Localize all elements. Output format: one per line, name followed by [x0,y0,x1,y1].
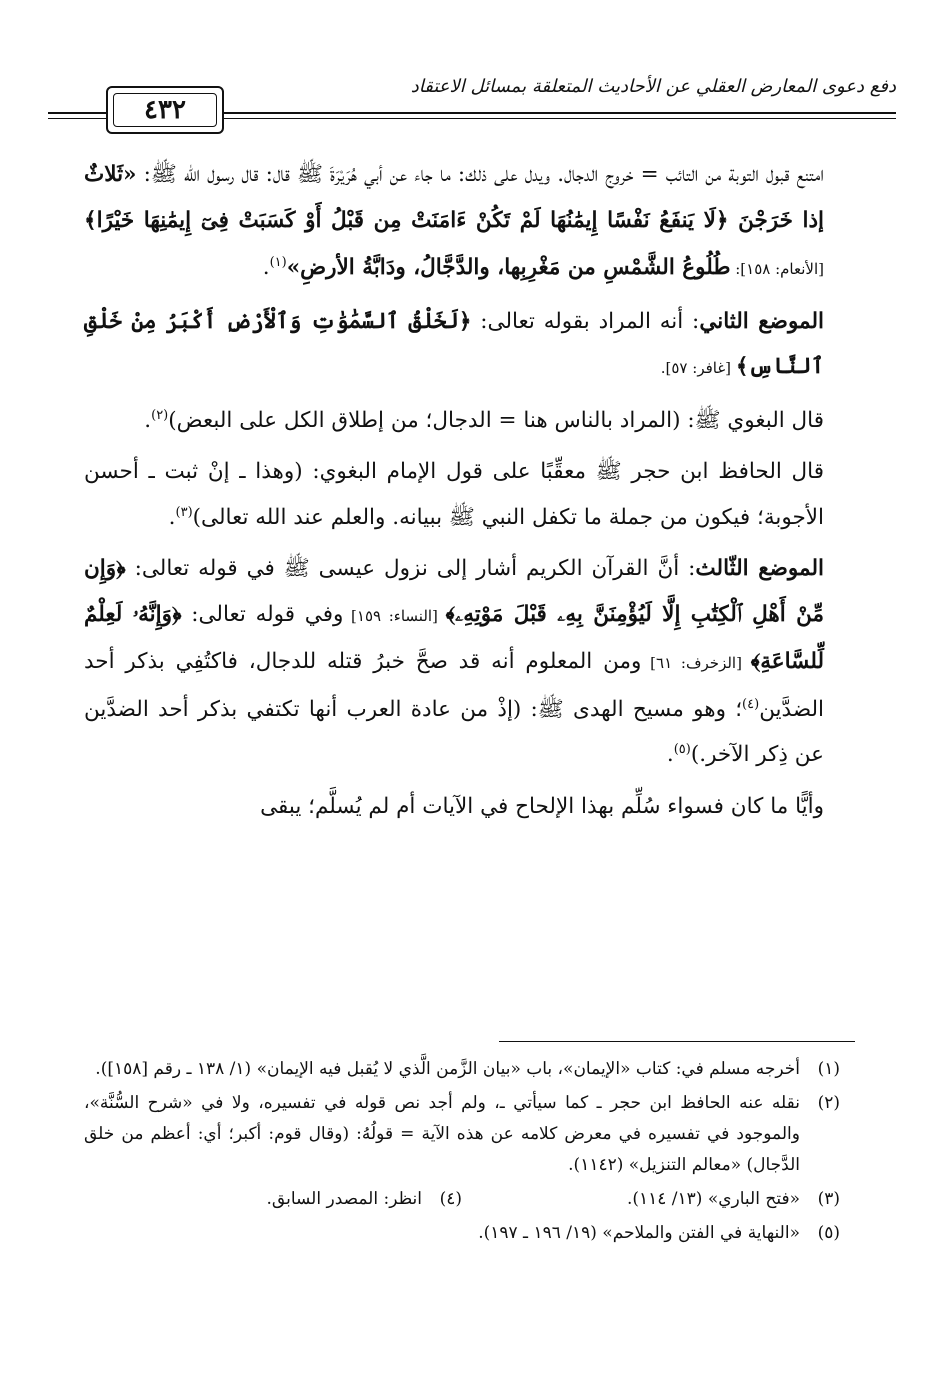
section-label: الموضع الثّالث [695,556,824,581]
footnote-number: (٥) [817,1223,840,1243]
hadith-quote: طُلُوعُ الشَّمْسِ من مَغْرِبِها، والدَّجَّالُ، ودَابَّةُ الأرضِ» [286,255,731,280]
text-span: امتنع قبول التوبة من التائب = خروج الدجال. ويدل على ذلك: ما جاء عن أبي هُرَيْرَةَ ﷺ قال: قال رسول الله ﷺ: [136,162,824,187]
verse-reference: [الزخرف: ٦١] [641,654,751,672]
text-span: : أنَّ القرآن الكريم أشار إلى نزول عيسى ﷺ في قوله تعالى: [125,556,696,581]
footnote-text: نقله عنه الحافظ ابن حجر ـ كما سيأتي ـ، ولم أجد نص قوله في تفسيره، ولا في «شرح السُّنَّة»، والموجود في تفسيره في معرض كلامه عن هذه الآية = قولُهُ: (وقال قوم: أكبر؛ أي: أعظم من خلق الدَّجال) «معالم التنزيل» (١١٤٢). [84,1093,800,1175]
text-span: قال الحافظ ابن حجر ﷺ معقِّبًا على قول الإمام البغوي: (وهذا ـ إنْ ثبت ـ أحسن الأجوبة؛ فيكون من جملة ما تكفل النبي ﷺ ببيانه. والعلم عند الله تعالى) [84,459,824,530]
paragraph-2 [84,299,824,392]
text-span: . [262,255,270,280]
footnote-row-3-4 [84,1184,840,1215]
footnote-number: (١) [817,1059,840,1079]
main-text [84,152,824,835]
footnotes [84,1054,840,1252]
text-span: قال البغوي ﷺ: (المراد بالناس هنا = الدجال؛ من إطلاق الكل على البعض) [168,407,824,433]
verse-reference: [الأنعام: ١٥٨]: [730,260,824,278]
footnote-number: (٢) [817,1093,840,1113]
footnote-marker[interactable]: (١) [269,254,287,270]
page-number-frame [106,86,224,134]
text-span: . [144,407,152,433]
text-span: : أنه المراد بقوله تعالى: [471,308,700,334]
page-number: ٤٣٢ [113,93,217,127]
footnote-4 [84,1184,462,1215]
footnote-marker[interactable]: (٤) [742,696,760,712]
footnote-number: (٤) [439,1189,462,1209]
paragraph-6 [84,784,824,830]
quran-verse: ﴿وَإِنَّهُۥ لَعِلْمٌ لِّلسَّاعَةِ﴾ [84,601,825,674]
footnote-text: «النهاية في الفتن والملاحم» (١٩/ ١٩٦ ـ ١٩٧). [478,1223,800,1243]
footnote-marker[interactable]: (٢) [151,407,169,423]
footnote-text: أخرجه مسلم في: كتاب «الإيمان»، باب «بيان الزَّمن الَّذي لا يُقبل فيه الإيمان» (١/ ١٣٨ ـ رقم [١٥٨]). [95,1059,800,1079]
paragraph-1 [84,152,824,293]
footnote-2 [84,1088,840,1181]
text-span: ومن المعلوم أنه قد صحَّ خبرُ قتله للدجال، فاكتُفِي بذكر أحد الضدَّين [84,649,824,722]
footnote-separator [499,1041,855,1042]
text-span: . [666,742,674,767]
footnote-3 [462,1184,840,1215]
hadith-quote: «ثَلاثٌ إذا خَرَجْنَ [84,162,824,233]
footnote-1 [84,1054,840,1085]
text-span: وأيًّا ما كان فسواء سُلِّم بهذا الإلحاح في الآيات أم لم يُسلَّم؛ يبقى [260,793,824,819]
running-header [48,72,896,142]
verse-reference: [النساء: ١٥٩] [343,606,446,625]
quran-verse: ﴿لَا يَنفَعُ نَفْسًا إِيمَٰنُهَا لَمْ تَكُنْ ءَامَنَتْ مِن قَبْلُ أَوْ كَسَبَتْ فِىٓ إِيمَٰنِهَا خَيْرًا﴾ [84,207,729,233]
paragraph-5 [84,546,824,778]
paragraph-3 [84,398,824,444]
footnote-text: «فتح الباري» (١٣/ ١١٤). [626,1189,800,1209]
book-title: دفع دعوى المعارض العقلي عن الأحاديث المتعلقة بمسائل الاعتقاد [403,76,896,108]
verse-reference: [غافر: ٥٧]. [660,359,736,377]
text-span: ؛ وهو مسيح الهدى ﷺ: (إذْ من عادة العرب أنها تكتفي بذكر أحد الضدَّين عن ذِكر الآخر.) [84,696,824,767]
footnote-marker[interactable]: (٣) [175,504,193,520]
text-span: . [168,504,176,530]
paragraph-4 [84,449,824,540]
footnote-5 [84,1218,840,1249]
footnote-number: (٣) [817,1189,840,1209]
footnote-text: انظر: المصدر السابق. [266,1189,422,1209]
section-label: الموضع الثاني [699,308,825,334]
text-span: وفي قوله تعالى: [181,601,344,627]
quran-verse: ﴿لَخَلْقُ ٱلسَّمَٰوَٰتِ وَٱلْأَرْضِ أَكْبَرُ مِنْ خَلْقِ ٱلنَّاسِ﴾ [84,308,824,379]
quran-verse: ﴿وَإِن مِّنْ أَهْلِ ٱلْكِتَٰبِ إِلَّا لَيُؤْمِنَنَّ بِهِۦ قَبْلَ مَوْتِهِۦ﴾ [84,556,824,627]
footnote-marker[interactable]: (٥) [673,741,691,757]
